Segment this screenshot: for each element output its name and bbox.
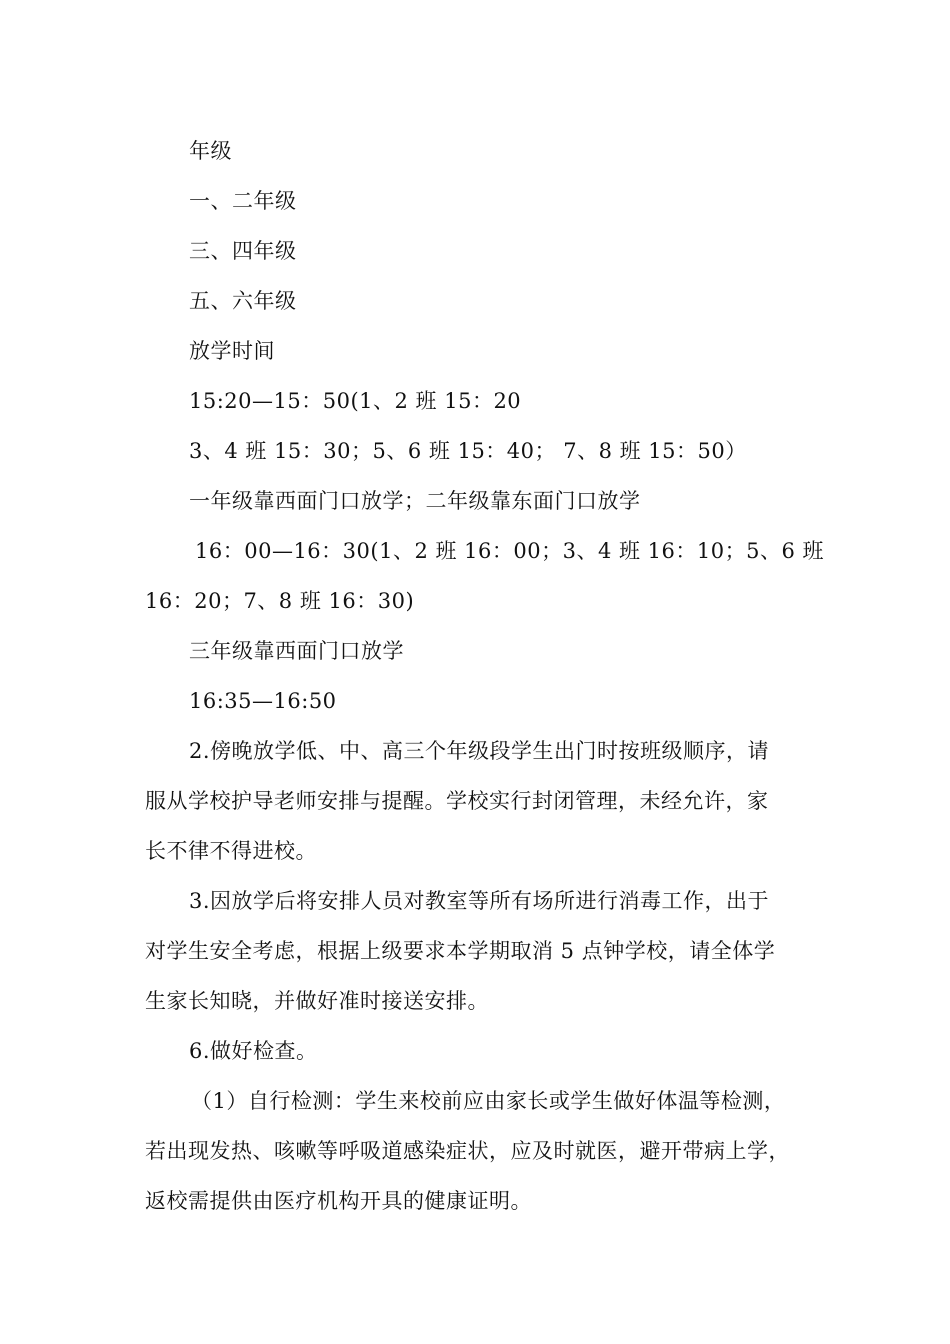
- self-check-line-1: （1）自行检测：学生来校前应由家长或学生做好体温等检测，: [191, 1089, 786, 1113]
- grade-row-3-4: 三、四年级: [189, 239, 297, 263]
- paragraph-3-line-2: 对学生安全考虑，根据上级要求本学期取消 5 点钟学校，请全体学: [145, 939, 776, 963]
- paragraph-3-line-3: 生家长知晓，并做好准时接送安排。: [145, 989, 489, 1013]
- section-6-heading: 6.做好检查。: [189, 1039, 318, 1063]
- dismissal-time-header: 放学时间: [189, 339, 275, 363]
- self-check-line-3: 返校需提供由医疗机构开具的健康证明。: [145, 1189, 532, 1213]
- paragraph-3-line-1: 3.因放学后将安排人员对教室等所有场所进行消毒工作，出于: [189, 889, 770, 913]
- paragraph-2-line-1: 2.傍晚放学低、中、高三个年级段学生出门时按班级顺序，请: [189, 739, 770, 763]
- paragraph-2-line-3: 长不律不得进校。: [145, 839, 317, 863]
- time-grade-1-line-2: 3、4 班 15：30；5、6 班 15：40； 7、8 班 15：50）: [189, 439, 747, 463]
- gate-note-grade-1-2: 一年级靠西面门口放学；二年级靠东面门口放学: [189, 489, 641, 513]
- self-check-line-2: 若出现发热、咳嗽等呼吸道感染症状，应及时就医，避开带病上学，: [145, 1139, 790, 1163]
- paragraph-2-line-2: 服从学校护导老师安排与提醒。学校实行封闭管理，未经允许，家: [145, 789, 769, 813]
- grade-row-5-6: 五、六年级: [189, 289, 297, 313]
- grade-row-1-2: 一、二年级: [189, 189, 297, 213]
- time-grade-1-line-1: 15:20—15：50(1、2 班 15：20: [189, 389, 522, 413]
- grade-header: 年级: [189, 139, 232, 163]
- time-grade-3: 16:35—16:50: [189, 689, 337, 713]
- time-grade-2-line-2: 16：20；7、8 班 16：30): [145, 589, 415, 613]
- gate-note-grade-3: 三年级靠西面门口放学: [189, 639, 404, 663]
- time-grade-2-line-1: 16：00—16：30(1、2 班 16：00；3、4 班 16：10；5、6 班: [195, 539, 825, 563]
